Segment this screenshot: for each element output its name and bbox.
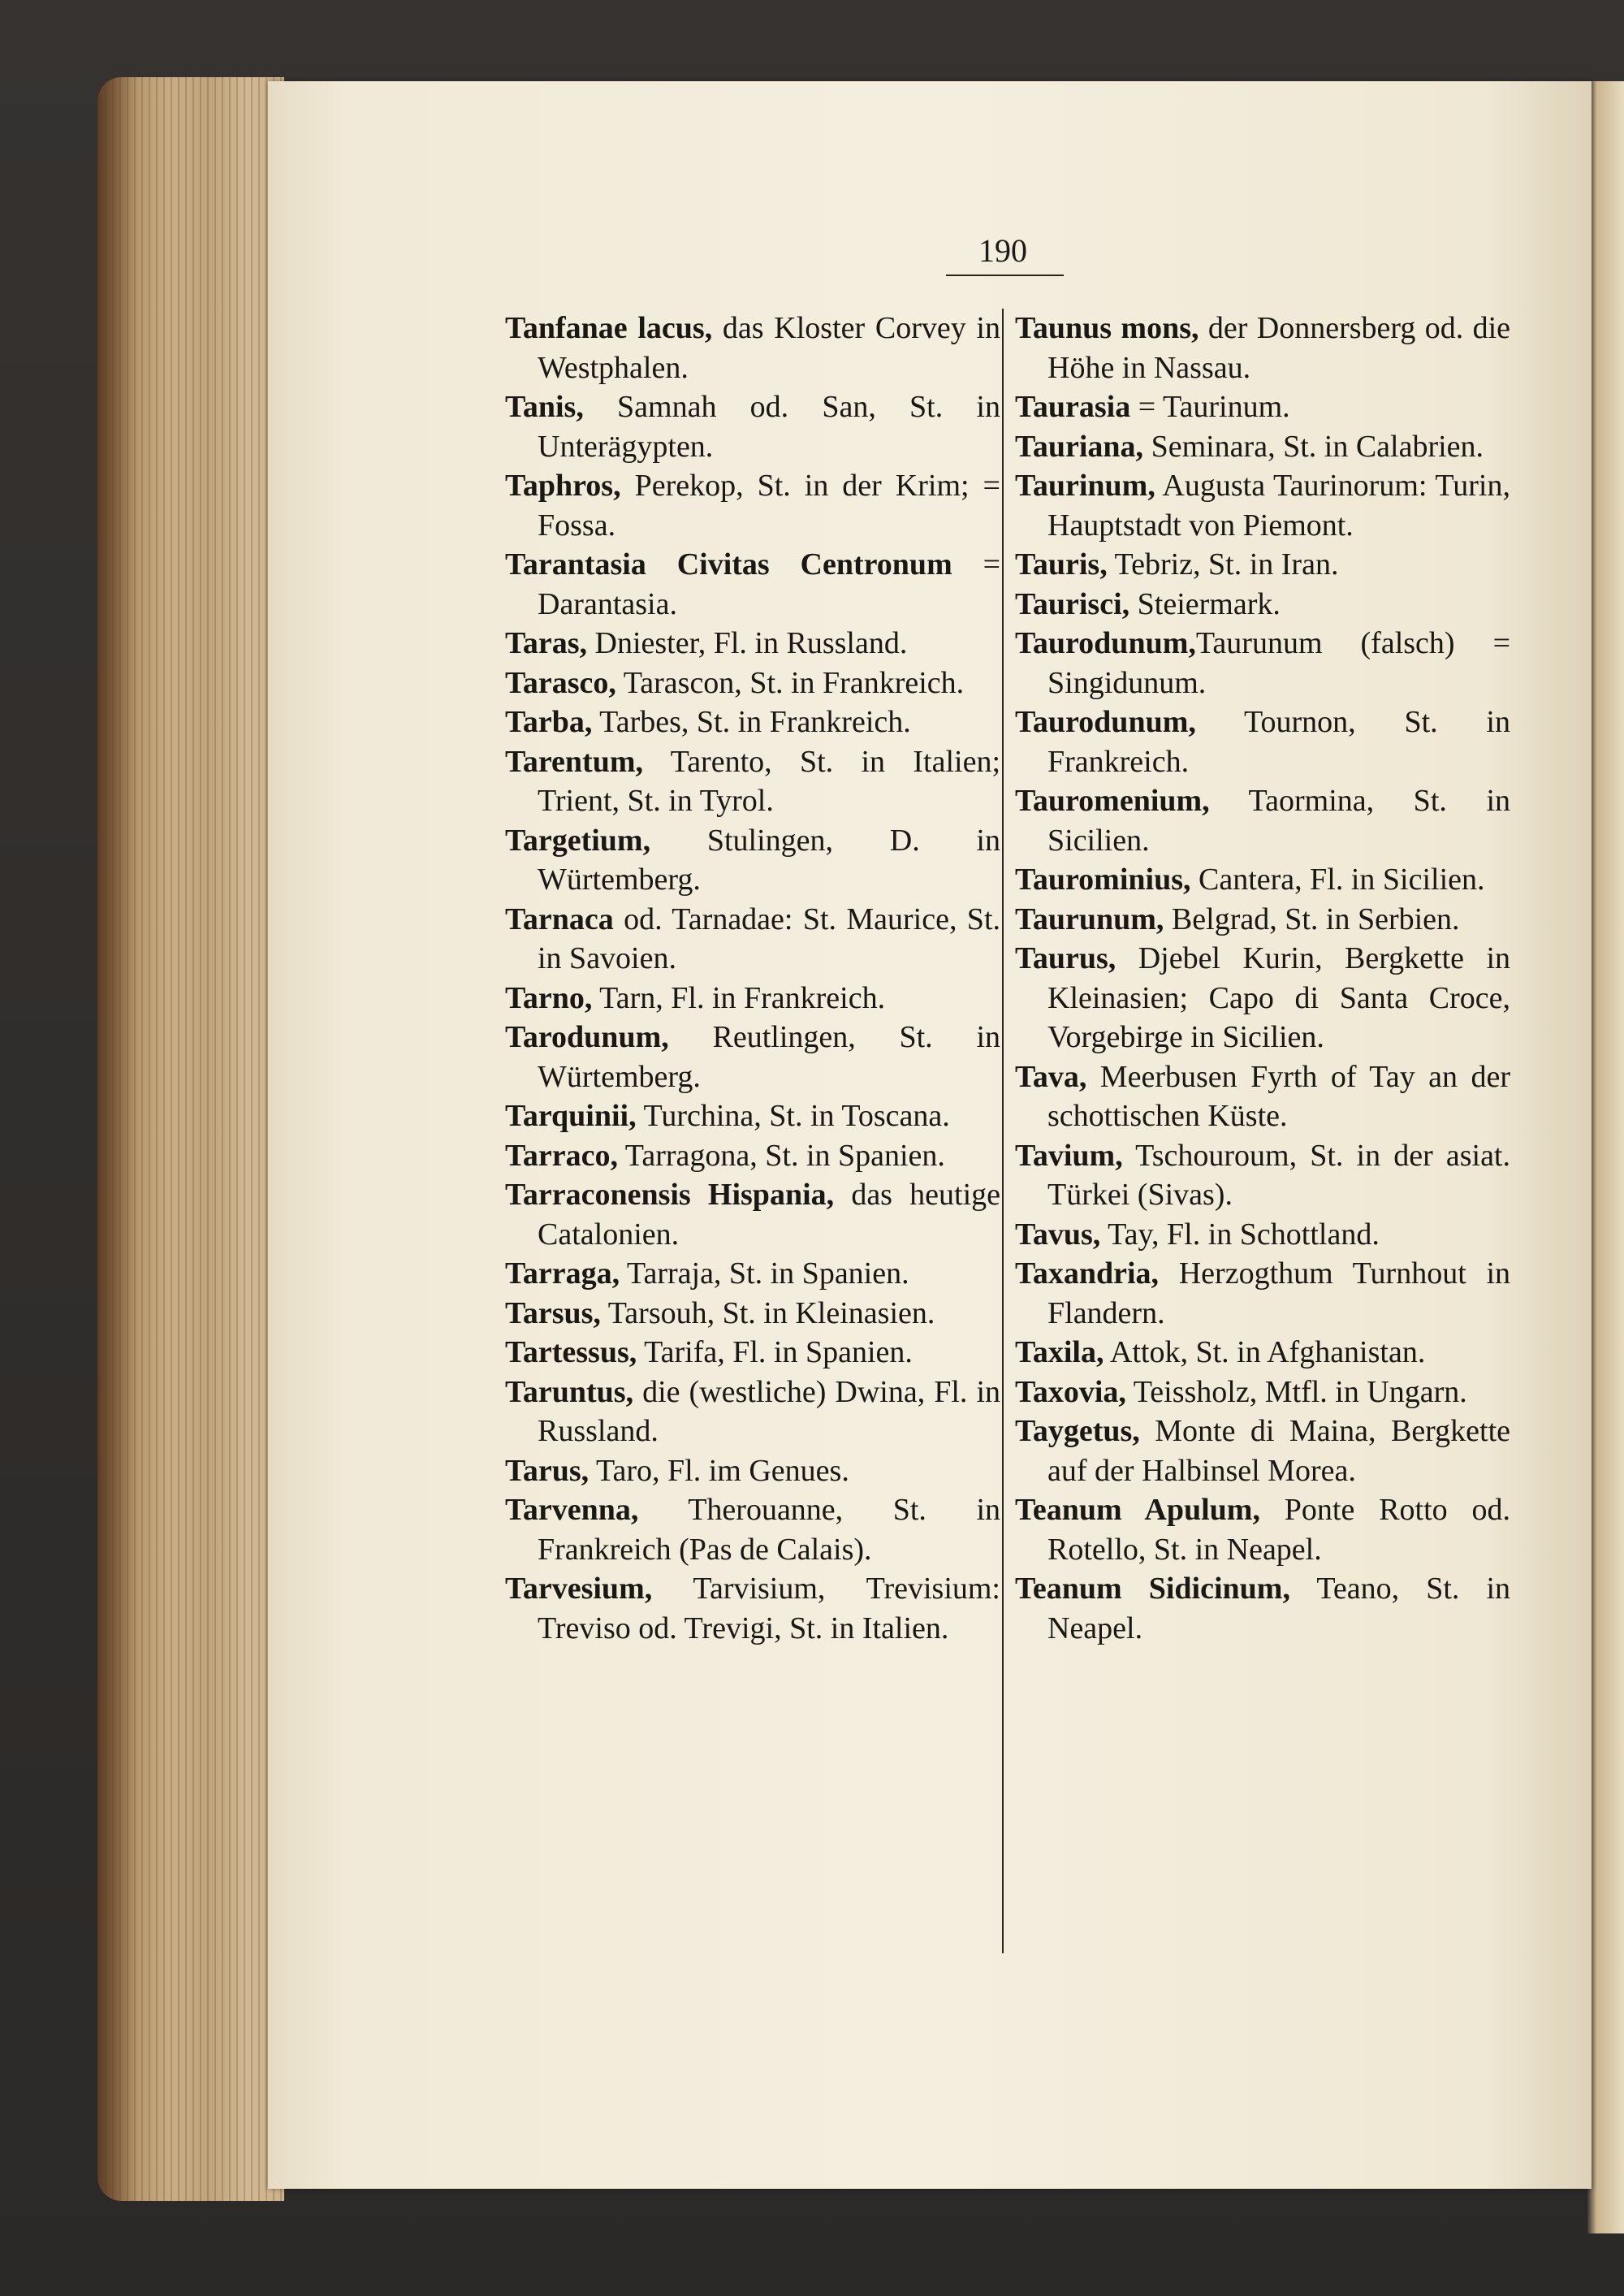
entry-definition: Taormina, St. in Sicilien.: [1047, 784, 1510, 858]
entry-term: Tauris,: [1015, 547, 1108, 582]
entry-term: Tarba,: [505, 705, 593, 739]
entry-term: Taxandria,: [1015, 1256, 1160, 1291]
entry-definition: Tarascon, St. in Frankreich.: [615, 665, 965, 700]
dictionary-entry: [505, 1451, 1000, 1491]
entry-term: Taphros,: [505, 469, 621, 503]
entry-definition: Turchina, St. in Toscana.: [636, 1099, 950, 1133]
entry-definition: Cantera, Fl. in Sicilien.: [1190, 863, 1485, 897]
dictionary-entry: [1015, 1136, 1510, 1215]
dictionary-entry: [505, 387, 1000, 466]
entry-definition: Teissholz, Mtfl. in Ungarn.: [1125, 1374, 1467, 1409]
entry-definition: Ponte Rotto od. Rotello, St. in Neapel.: [1047, 1493, 1510, 1567]
entry-definition: Samnah od. San, St. in Unterägypten.: [538, 390, 1000, 464]
entry-definition: Belgrad, St. in Serbien.: [1164, 902, 1460, 936]
entry-term: Teanum Sidicinum,: [1015, 1572, 1290, 1606]
dictionary-entry: [1015, 309, 1510, 387]
entry-definition: Tarragona, St. in Spanien.: [617, 1138, 945, 1173]
right-column: [1015, 309, 1510, 1648]
entry-term: Taras,: [505, 626, 588, 660]
dictionary-entry: [1015, 624, 1510, 703]
entry-definition: Reutlingen, St. in Würtemberg.: [538, 1020, 1000, 1094]
entry-term: Tanis,: [505, 390, 584, 424]
entry-definition: Perekop, St. in der Krim; = Fossa.: [538, 469, 1000, 543]
dictionary-entry: [1015, 1254, 1510, 1333]
dictionary-entry: [1015, 585, 1510, 625]
entry-definition: od. Tarnadae: St. Maurice, St. in Savoien.: [538, 902, 1000, 975]
dictionary-entry: [505, 1569, 1000, 1648]
entry-definition: Tschouroum, St. in der asiat. Türkei (Sivas).: [1047, 1138, 1510, 1212]
dictionary-entry: [1015, 1057, 1510, 1136]
dictionary-entry: [1015, 545, 1510, 585]
entry-definition: Tarbes, St. in Frankreich.: [592, 705, 911, 739]
entry-term: Targetium,: [505, 823, 651, 858]
entry-term: Tarvenna,: [505, 1493, 639, 1527]
entry-term: Tauromenium,: [1015, 784, 1210, 818]
dictionary-entry: [505, 309, 1000, 387]
entry-definition: Tarvisium, Trevisium: Treviso od. Trevigi, St. in Italien.: [538, 1572, 1000, 1645]
dictionary-entry: [505, 1136, 1000, 1176]
entry-term: Tarquinii,: [505, 1099, 637, 1133]
dictionary-entry: [505, 545, 1000, 624]
dictionary-entry: [1015, 1569, 1510, 1648]
entry-term: Taxila,: [1015, 1335, 1104, 1369]
entry-term: Tauriana,: [1015, 429, 1144, 464]
entry-definition: der Donnersberg od. die Höhe in Nassau.: [1047, 311, 1511, 385]
entry-term: Taunus mons,: [1015, 311, 1199, 345]
entry-definition: die (westliche) Dwina, Fl. in Russland.: [538, 1374, 1000, 1448]
dictionary-entry: [1015, 1373, 1510, 1412]
entry-term: Teanum Apulum,: [1015, 1493, 1260, 1527]
entry-definition: = Darantasia.: [538, 547, 1000, 621]
page-number-rule: [946, 275, 1064, 276]
entry-term: Tarvesium,: [505, 1572, 653, 1606]
entry-definition: Taro, Fl. im Genues.: [589, 1453, 849, 1488]
entry-definition: Monte di Maina, Bergkette auf der Halbinsel Morea.: [1047, 1414, 1510, 1488]
entry-definition: Tournon, St. in Frankreich.: [1047, 705, 1510, 779]
entry-definition: Tarraja, St. in Spanien.: [620, 1256, 909, 1291]
entry-definition: Meerbusen Fyrth of Tay an der schottischen Küste.: [1047, 1059, 1510, 1133]
page-stack-edge: [97, 77, 284, 2201]
page-number: 190: [978, 232, 1027, 269]
dictionary-entry: [1015, 939, 1510, 1057]
dictionary-entry: [1015, 703, 1510, 781]
entry-definition: Therouanne, St. in Frankreich (Pas de Calais).: [538, 1493, 1000, 1567]
entry-definition: Dniester, Fl. in Russland.: [587, 626, 908, 660]
dictionary-entry: [1015, 860, 1510, 900]
entry-term: Tartessus,: [505, 1335, 637, 1369]
dictionary-entry: [505, 1096, 1000, 1136]
entry-term: Tarno,: [505, 980, 593, 1015]
dictionary-entry: [505, 1490, 1000, 1569]
dictionary-entry: [505, 1018, 1000, 1096]
dictionary-entry: [1015, 466, 1510, 545]
entry-term: Taurisci,: [1015, 586, 1130, 621]
dictionary-entry: [1015, 387, 1510, 427]
entry-definition: das heutige Catalonien.: [538, 1178, 1000, 1252]
entry-term: Tarnaca: [505, 902, 614, 936]
entry-definition: Tarn, Fl. in Frankreich.: [592, 980, 886, 1015]
entry-term: Taxovia,: [1015, 1374, 1126, 1409]
entry-term: Tarus,: [505, 1453, 590, 1488]
entry-term: Tarasco,: [505, 665, 616, 700]
entry-term: Taurasia: [1015, 390, 1131, 424]
dictionary-entry: [505, 1175, 1000, 1254]
dictionary-entry: [1015, 427, 1510, 467]
entry-definition: Tebriz, St. in Iran.: [1107, 547, 1339, 582]
entry-term: Tava,: [1015, 1059, 1087, 1094]
dictionary-entry: [1015, 900, 1510, 940]
dictionary-entry: [505, 821, 1000, 900]
entry-definition: Attok, St. in Afghanistan.: [1104, 1335, 1426, 1369]
entry-definition: Stulingen, D. in Würtemberg.: [538, 823, 1000, 897]
entry-definition: Augusta Taurinorum: Turin, Hauptstadt von Piemont.: [1047, 469, 1510, 543]
entry-term: Taurodunum,: [1015, 705, 1196, 739]
entry-definition: Djebel Kurin, Bergkette in Kleinasien; Capo di Santa Croce, Vorgebirge in Sicilien.: [1047, 941, 1510, 1054]
entry-term: Taruntus,: [505, 1374, 634, 1409]
entry-term: Tanfanae lacus,: [505, 311, 713, 345]
entry-definition: Seminara, St. in Calabrien.: [1143, 429, 1484, 464]
entry-term: Tarraco,: [505, 1138, 618, 1173]
dictionary-entry: [1015, 1412, 1510, 1490]
entry-definition: Tarento, St. in Italien; Trient, St. in Tyrol.: [538, 744, 1000, 818]
entry-definition: Tarsouh, St. in Kleinasien.: [600, 1295, 935, 1330]
entry-term: Tarodunum,: [505, 1020, 669, 1054]
dictionary-entry: [1015, 781, 1510, 860]
dictionary-entry: [1015, 1215, 1510, 1255]
entry-definition: Tarifa, Fl. in Spanien.: [637, 1335, 913, 1369]
dictionary-entry: [505, 1294, 1000, 1334]
entry-term: Taygetus,: [1015, 1414, 1140, 1448]
entry-definition: das Kloster Corvey in Westphalen.: [538, 311, 1000, 385]
dictionary-entry: [505, 624, 1000, 664]
entry-term: Tavium,: [1015, 1138, 1123, 1173]
entry-term: Taurunum,: [1015, 902, 1164, 936]
entry-term: Tavus,: [1015, 1217, 1101, 1252]
dictionary-entry: [1015, 1333, 1510, 1373]
entry-term: Tarraconensis Hispania,: [505, 1178, 835, 1212]
next-page-edge: [1587, 81, 1624, 2233]
dictionary-entry: [505, 1373, 1000, 1451]
column-divider: [1002, 309, 1004, 1953]
entry-definition: Taurunum (falsch) = Singidunum.: [1047, 626, 1510, 700]
dictionary-entry: [505, 466, 1000, 545]
entry-term: Taurinum,: [1015, 469, 1155, 503]
dictionary-entry: [505, 1254, 1000, 1294]
entry-definition: Herzogthum Turnhout in Flandern.: [1047, 1256, 1510, 1330]
entry-definition: Steiermark.: [1129, 586, 1281, 621]
entry-term: Tarsus,: [505, 1295, 601, 1330]
dictionary-entry: [505, 742, 1000, 821]
dictionary-entry: [505, 703, 1000, 742]
entry-definition: Teano, St. in Neapel.: [1047, 1572, 1511, 1645]
entry-term: Tarantasia Civitas Centronum: [505, 547, 952, 582]
dictionary-entry: [1015, 1490, 1510, 1569]
dictionary-entry: [505, 979, 1000, 1018]
entry-term: Tarraga,: [505, 1256, 620, 1291]
entry-term: Taurodunum,: [1015, 626, 1196, 660]
left-column: [505, 309, 1000, 1648]
entry-term: Taurominius,: [1015, 863, 1191, 897]
entry-term: Taurus,: [1015, 941, 1116, 975]
dictionary-entry: [505, 1333, 1000, 1373]
dictionary-entry: [505, 664, 1000, 703]
entry-definition: Tay, Fl. in Schottland.: [1100, 1217, 1380, 1252]
entry-term: Tarentum,: [505, 744, 643, 779]
dictionary-entry: [505, 900, 1000, 979]
entry-definition: = Taurinum.: [1130, 390, 1290, 424]
